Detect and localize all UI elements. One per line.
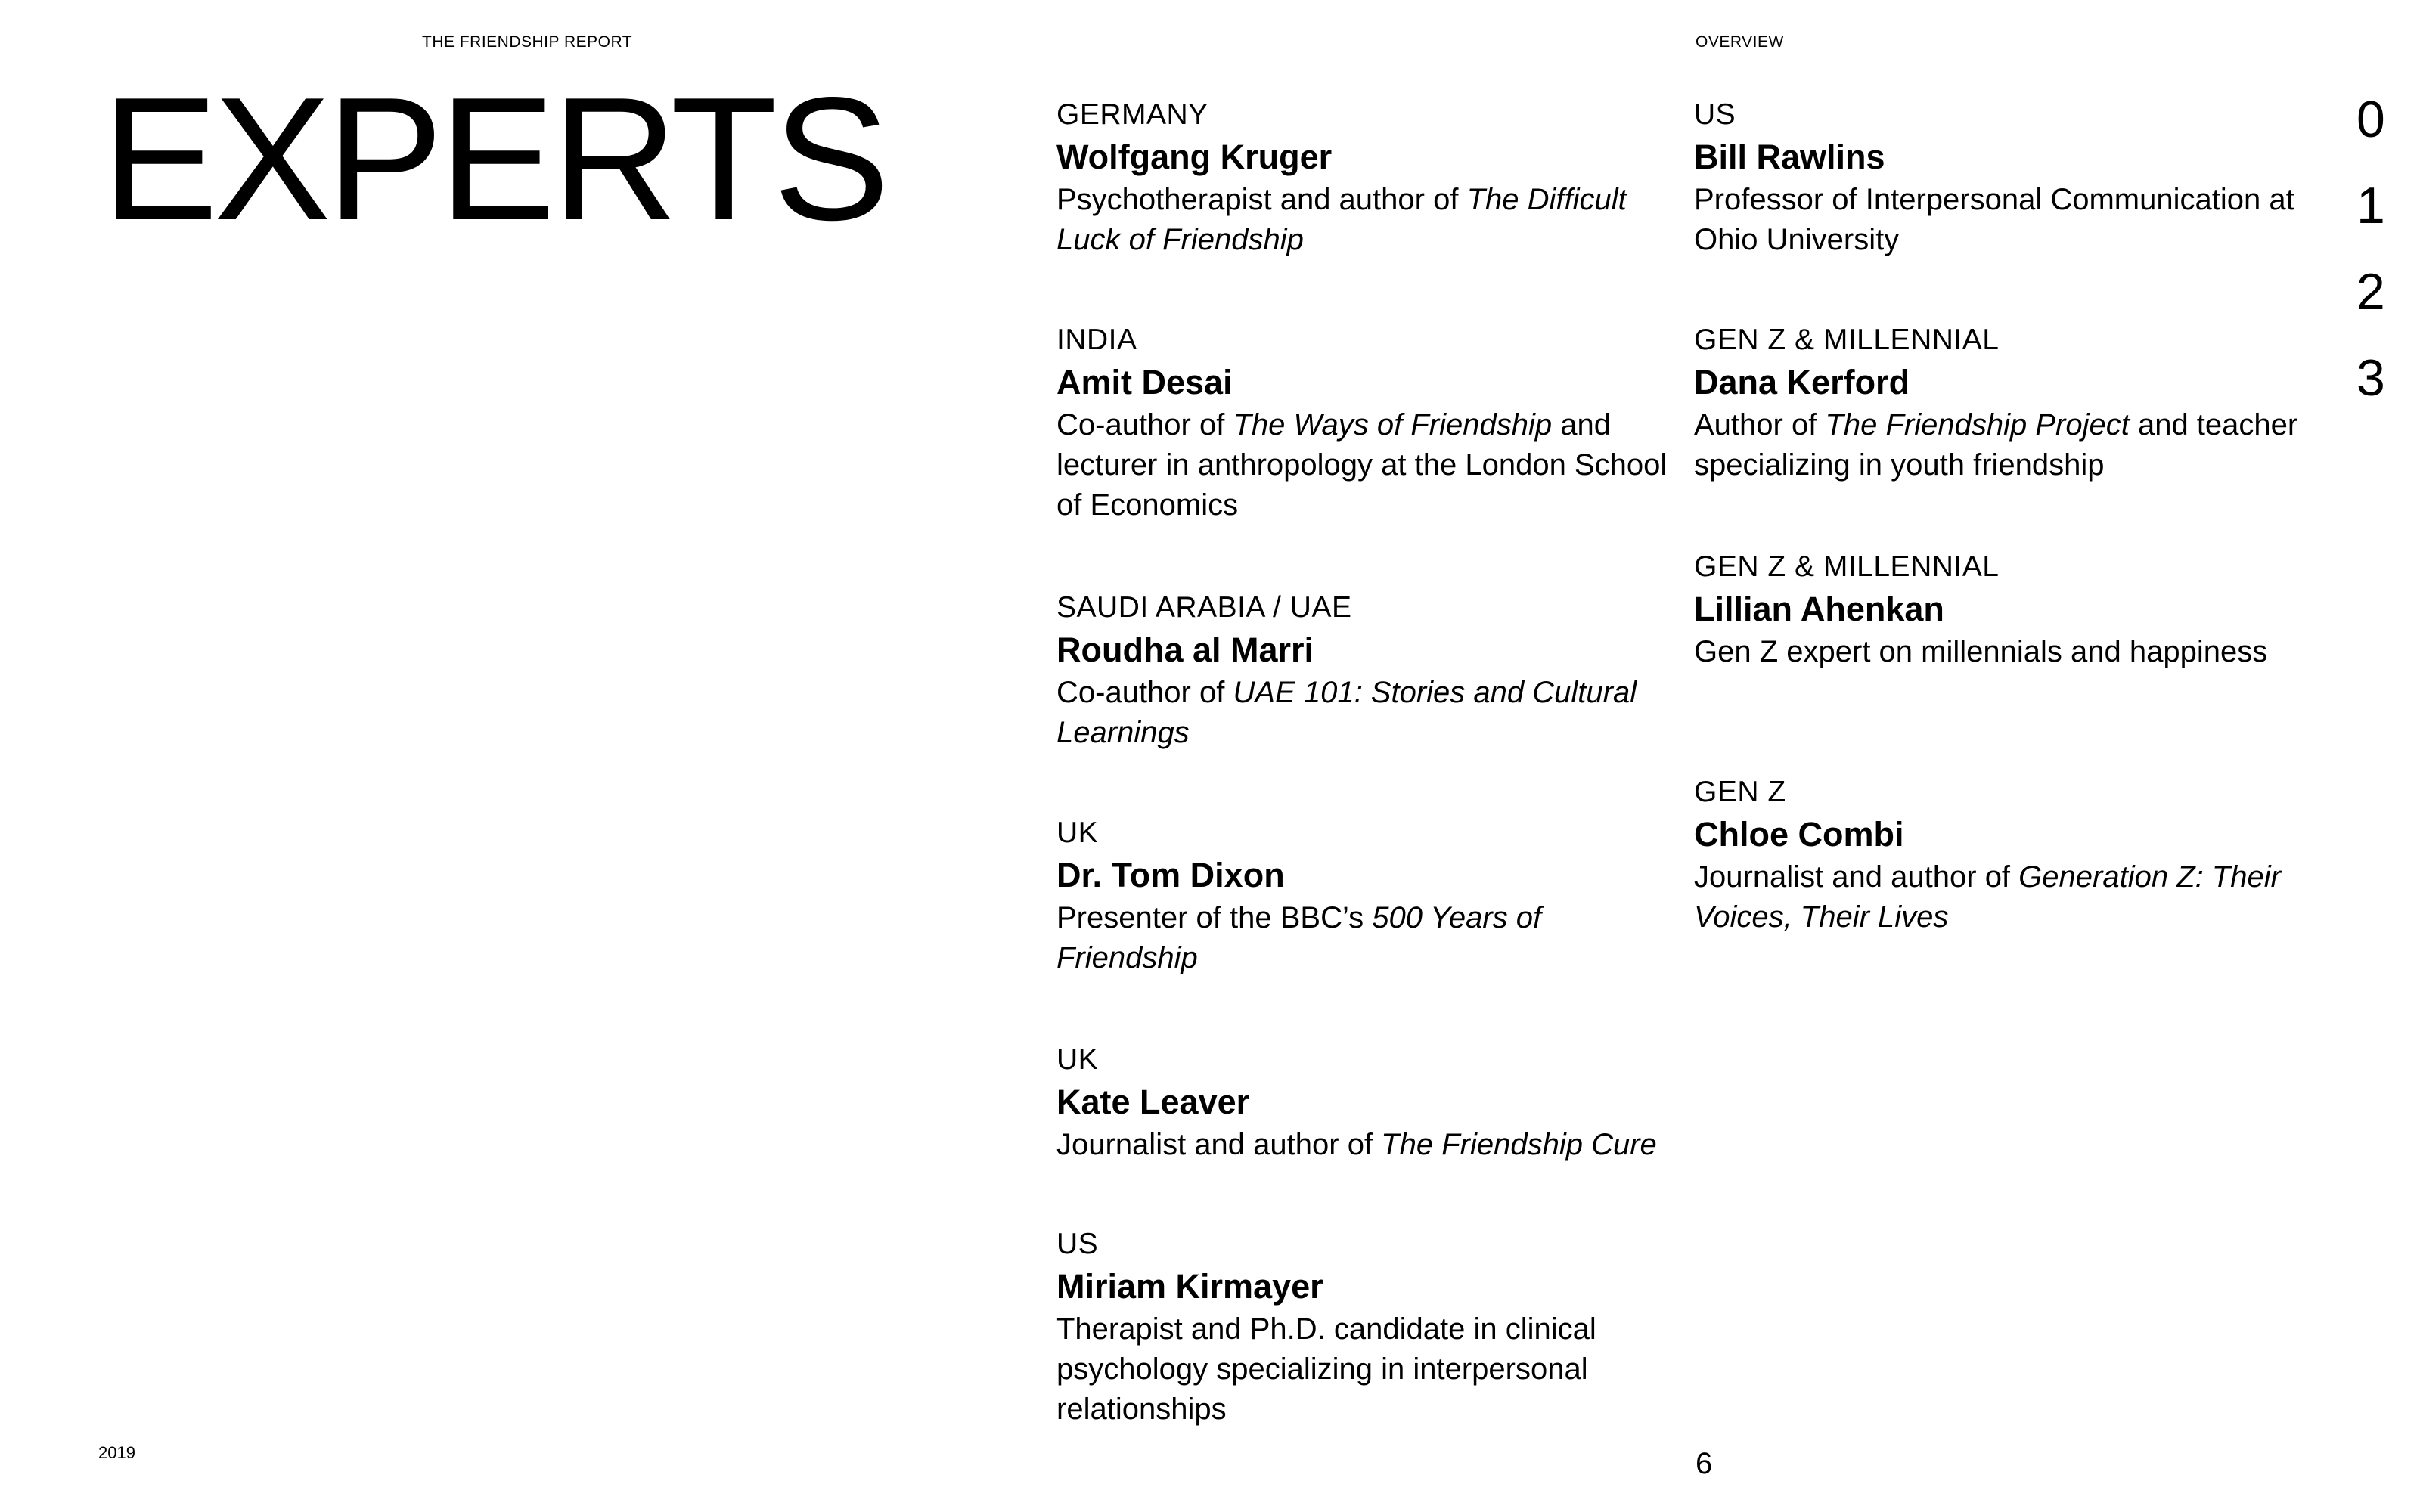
expert-description: Journalist and author of Generation Z: Their Voices, Their Lives: [1694, 860, 2281, 934]
expert-entry: [1694, 547, 2329, 672]
expert-entry: [1056, 95, 1684, 260]
expert-entry: [1056, 321, 1684, 525]
expert-description: Author of The Friendship Project and teacher specializing in youth friendship: [1694, 408, 2298, 482]
expert-region: INDIA: [1056, 324, 1137, 356]
expert-entry: [1694, 95, 2329, 260]
expert-region: US: [1694, 98, 1736, 131]
section-number: 0: [2356, 91, 2385, 148]
expert-region: UK: [1056, 816, 1099, 849]
expert-region: GERMANY: [1056, 98, 1208, 131]
section-number: 2: [2356, 263, 2385, 321]
expert-description: Therapist and Ph.D. candidate in clinical psychology specializing in interpersonal relationships: [1056, 1312, 1596, 1426]
page-number: 6: [1696, 1447, 1713, 1480]
expert-description: Presenter of the BBC’s 500 Years of Friendship: [1056, 901, 1542, 974]
expert-entry: [1056, 1040, 1684, 1165]
expert-description: Psychotherapist and author of The Difficult Luck of Friendship: [1056, 183, 1627, 256]
expert-name: Chloe Combi: [1694, 815, 1904, 854]
expert-name: Roudha al Marri: [1056, 631, 1314, 669]
expert-region: GEN Z & MILLENNIAL: [1694, 324, 2000, 356]
expert-entry: [1056, 813, 1684, 978]
expert-description: Gen Z expert on millennials and happiness: [1694, 635, 2268, 668]
expert-entry: [1056, 588, 1684, 753]
expert-entry: [1694, 773, 2329, 937]
expert-name: Dr. Tom Dixon: [1056, 856, 1285, 894]
section-number: 3: [2356, 349, 2385, 407]
expert-region: GEN Z & MILLENNIAL: [1694, 550, 2000, 583]
expert-name: Miriam Kirmayer: [1056, 1267, 1323, 1306]
expert-name: Dana Kerford: [1694, 363, 1910, 401]
footer-year: 2019: [98, 1443, 135, 1462]
expert-region: SAUDI ARABIA / UAE: [1056, 591, 1352, 624]
running-header-right: OVERVIEW: [1696, 33, 1784, 51]
expert-name: Kate Leaver: [1056, 1083, 1250, 1121]
expert-region: US: [1056, 1228, 1099, 1260]
expert-description: Co-author of The Ways of Friendship and lecturer in anthropology at the London School of Economics: [1056, 408, 1668, 522]
expert-name: Wolfgang Kruger: [1056, 138, 1333, 176]
expert-name: Lillian Ahenkan: [1694, 590, 1944, 628]
expert-name: Bill Rawlins: [1694, 138, 1885, 176]
page-title: EXPERTS: [101, 61, 886, 257]
expert-entry: [1056, 1225, 1684, 1430]
expert-description: Co-author of UAE 101: Stories and Cultural Learnings: [1056, 676, 1637, 749]
running-header-left: THE FRIENDSHIP REPORT: [422, 33, 633, 51]
section-number: 1: [2356, 177, 2385, 234]
expert-description: Journalist and author of The Friendship Cure: [1056, 1128, 1657, 1161]
expert-entry: [1694, 321, 2329, 485]
expert-description: Professor of Interpersonal Communication at Ohio University: [1694, 183, 2294, 256]
expert-name: Amit Desai: [1056, 363, 1233, 401]
expert-region: GEN Z: [1694, 776, 1786, 808]
expert-region: UK: [1056, 1043, 1099, 1076]
